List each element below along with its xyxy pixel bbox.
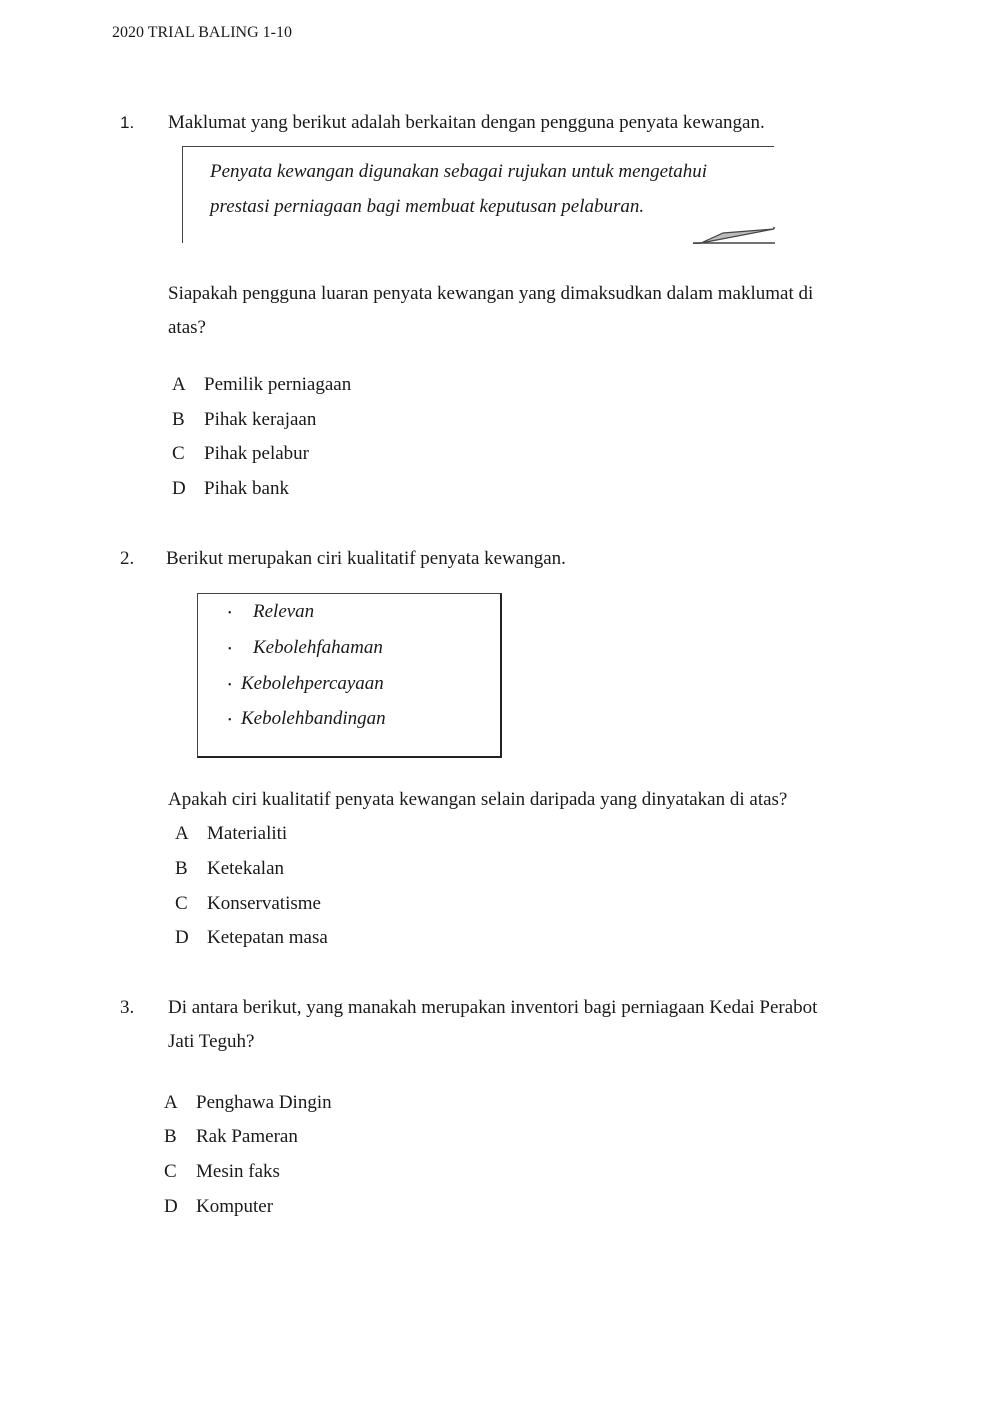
question-number: 1. [120, 113, 135, 132]
list-item: Relevan [253, 601, 315, 622]
option-text: Ketepatan masa [207, 927, 328, 948]
option-text: Pihak kerajaan [204, 409, 317, 430]
option-letter: B [172, 409, 185, 430]
question-text: Jati Teguh? [168, 1031, 255, 1052]
question-stem: Maklumat yang berikut adalah berkaitan dengan pengguna penyata kewangan. [168, 112, 765, 133]
option-text: Pemilik perniagaan [204, 374, 352, 395]
bullet-icon: • [228, 644, 232, 655]
question-stem: Berikut merupakan ciri kualitatif penyata kewangan. [166, 548, 566, 569]
bullet-icon: • [228, 715, 232, 726]
info-box-line: Penyata kewangan digunakan sebagai rujukan untuk mengetahui [210, 161, 708, 182]
question-text: atas? [168, 317, 206, 338]
option-text: Penghawa Dingin [196, 1092, 332, 1113]
question-number: 2. [120, 548, 135, 569]
option-letter: D [164, 1196, 178, 1217]
option-text: Rak Pameran [196, 1126, 298, 1147]
option-text: Komputer [196, 1196, 274, 1217]
option-letter: B [164, 1126, 177, 1147]
list-item: Kebolehbandingan [241, 708, 386, 729]
page-curl-icon [693, 227, 775, 244]
option-letter: C [175, 893, 188, 914]
option-text: Ketekalan [207, 858, 285, 879]
question-text: Apakah ciri kualitatif penyata kewangan selain daripada yang dinyatakan di atas? [168, 789, 788, 810]
bullet-icon: • [228, 680, 232, 691]
list-item: Kebolehfahaman [253, 637, 383, 658]
page-header: 2020 TRIAL BALING 1-10 [112, 24, 292, 41]
option-letter: B [175, 858, 188, 879]
bullet-icon: • [228, 608, 232, 619]
question-text: Siapakah pengguna luaran penyata kewangan yang dimaksudkan dalam maklumat di [168, 283, 814, 304]
question-number: 3. [120, 997, 135, 1018]
option-letter: C [164, 1161, 177, 1182]
option-text: Materialiti [207, 823, 288, 844]
option-text: Pihak pelabur [204, 443, 310, 464]
option-letter: D [172, 478, 186, 499]
option-letter: A [175, 823, 189, 844]
question-text: Di antara berikut, yang manakah merupakan inventori bagi perniagaan Kedai Perabot [168, 997, 818, 1018]
option-text: Pihak bank [204, 478, 289, 499]
option-text: Konservatisme [207, 893, 321, 914]
option-text: Mesin faks [196, 1161, 280, 1182]
option-letter: C [172, 443, 185, 464]
info-box-line: prestasi perniagaan bagi membuat keputusan pelaburan. [210, 196, 645, 217]
option-letter: D [175, 927, 189, 948]
option-letter: A [164, 1092, 178, 1113]
list-item: Kebolehpercayaan [241, 673, 384, 694]
option-letter: A [172, 374, 186, 395]
